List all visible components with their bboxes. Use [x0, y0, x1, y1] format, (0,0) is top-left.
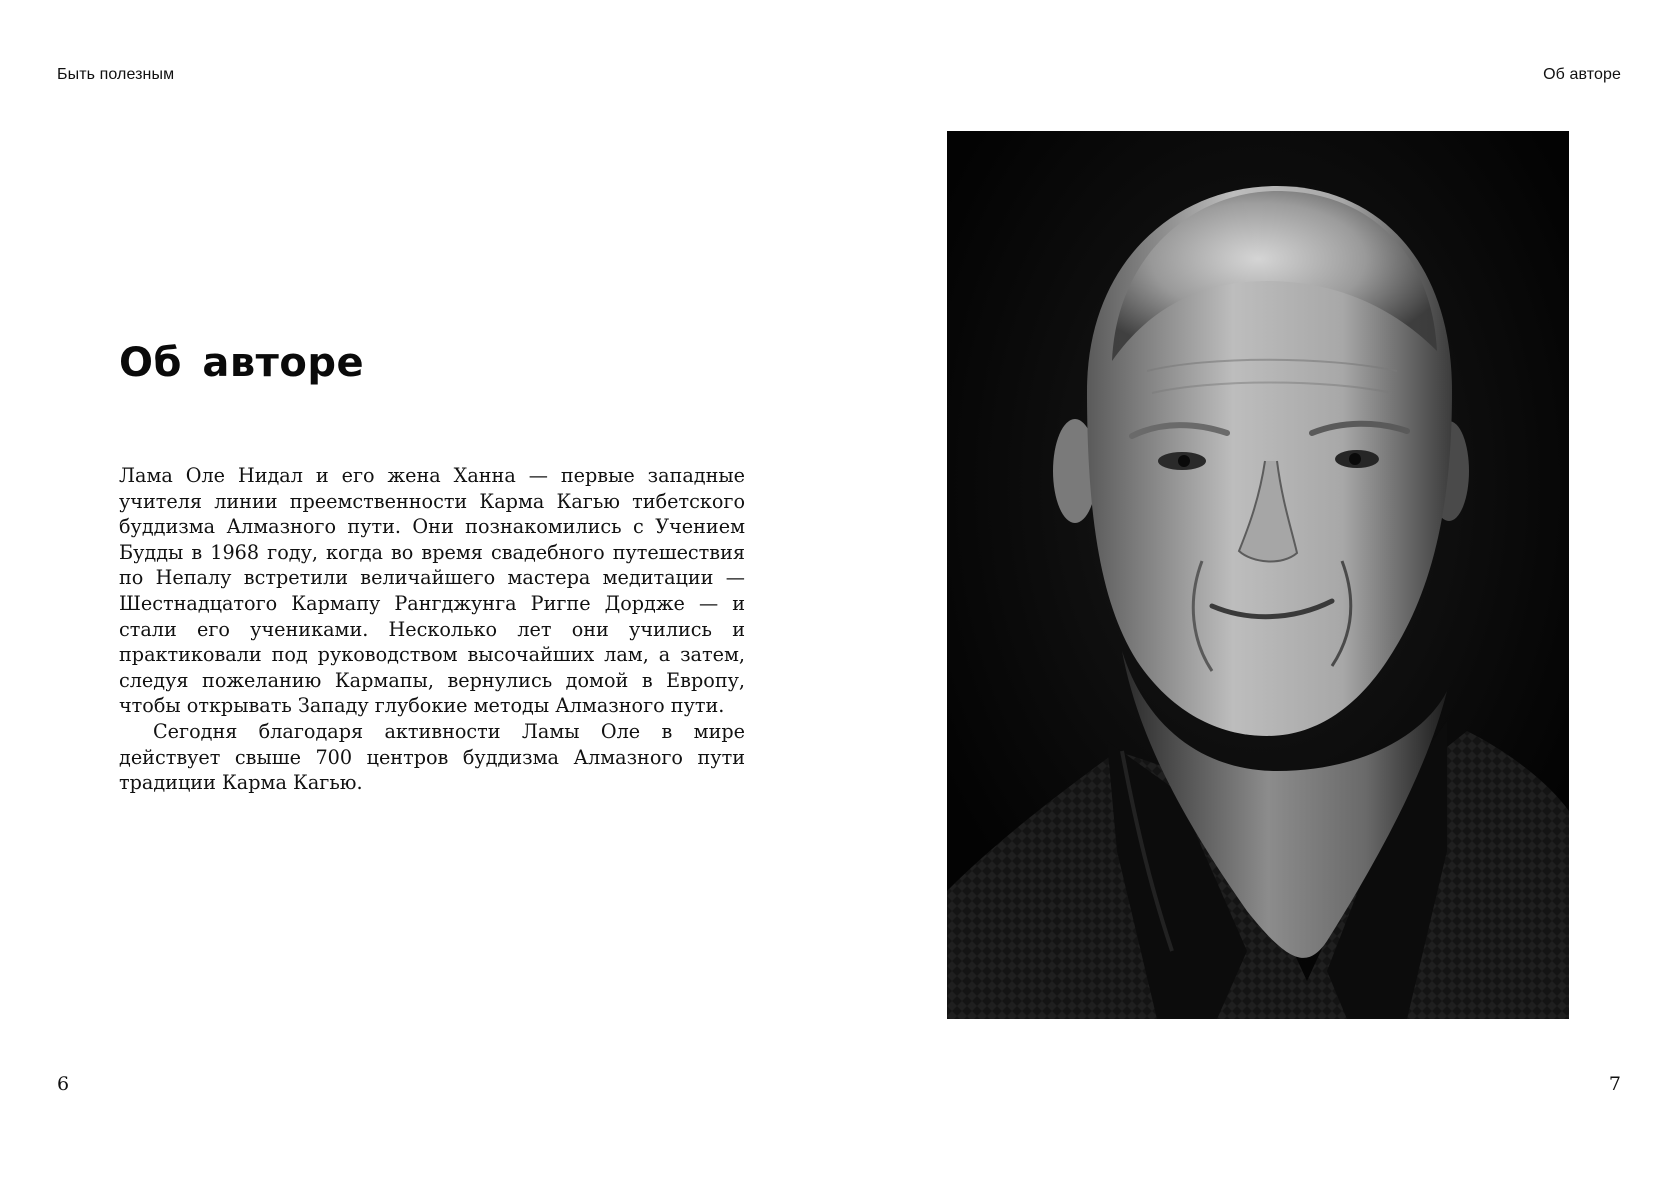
left-page-number: 6 — [57, 1073, 70, 1095]
body-text — [119, 463, 745, 796]
left-running-head: Быть полезным — [57, 66, 175, 83]
portrait-photo-icon — [947, 131, 1569, 1019]
body-paragraph-1: Лама Оле Нидал и его жена Ханна — первые западные учителя линии преемственности Карма Кагью тибетского буддизма Алмазного пути. Они познакомились с Учением Будды в 1968 году, когда во время свадебного путешествия по Непалу встретили величайшего мастера медитации — Шестнадцатого Кармапу Рангджунга Ригпе Дордже — и стали его учениками. Несколько лет они учились и практиковали под руководством высочайших лам, а затем, следуя пожеланию Кармапы, вернулись домой в Европу, чтобы открывать Западу глубокие методы Алмазного пути. — [119, 464, 745, 718]
body-paragraph-2: Сегодня благодаря активности Ламы Оле в мире действует свыше 700 центров буддизма Алмазного пути традиции Карма Кагью. — [119, 719, 745, 795]
chapter-title: Об авторе — [119, 340, 365, 386]
right-running-head: Об авторе — [1543, 66, 1621, 83]
author-portrait — [947, 131, 1569, 1019]
right-page-number: 7 — [1608, 1073, 1621, 1095]
